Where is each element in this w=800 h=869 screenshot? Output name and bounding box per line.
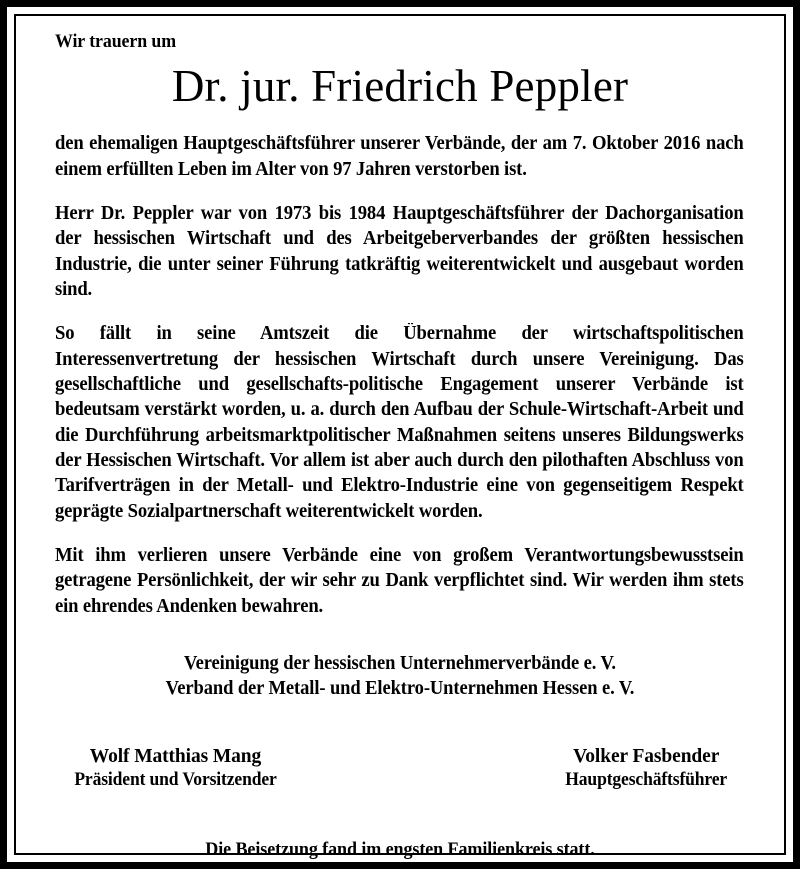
signatory-right-role: Hauptgeschäftsführer	[564, 769, 727, 790]
body-paragraph-4: Mit ihm verlieren unsere Verbände eine von großem Verantwortungsbewusstsein getragene Persönlichkeit, der wir sehr zu Dank verpflichtet sind. Wir werden ihm stets ein ehrendes Andenken bewahren.	[55, 545, 744, 617]
body-paragraph-1: den ehemaligen Hauptgeschäftsführer unserer Verbände, der am 7. Oktober 2016 nach einem erfüllten Leben im Alter von 97 Jahren verstorben ist.	[55, 133, 744, 180]
mourning-intro-line: Wir trauern um	[55, 31, 177, 52]
signatory-left	[69, 744, 282, 792]
organization-line-1: Vereinigung der hessischen Unternehmerverbände e. V.	[184, 653, 616, 675]
body-paragraph-3: So fällt in seine Amtszeit die Übernahme der wirtschaftspolitischen Interessenvertretung der hessischen Wirtschaft durch unsere Vereinigung. Das gesellschaftliche und gesellschafts-politische Engagement unserer Verbände ist bedeutsam verstärkt worden, u. a. durch den Aufbau der Schule-Wirtschaft-Arbeit und die Durchführung arbeitsmarktpolitischer Maßnahmen seitens unseres Bildungswerks der Hessischen Wirtschaft. Vor allem ist aber auch durch den pilothaften Abschluss von Tarifverträgen in der Metall- und Elektro-Industrie eine von gegenseitigem Respekt geprägte Sozialpartnerschaft weiterentwickelt worden.	[55, 323, 744, 522]
signing-organizations	[55, 651, 745, 702]
funeral-closing-note: Die Beisetzung fand im engsten Familienkreis statt.	[205, 838, 595, 860]
signatory-right	[561, 744, 731, 792]
body-paragraph-2: Herr Dr. Peppler war von 1973 bis 1984 Hauptgeschäftsführer der Dachorganisation der hessischen Wirtschaft und des Arbeitgeberverbandes der größten hessischen Industrie, die unter seiner Führung tatkräftig weiterentwickelt und ausgebaut worden sind.	[55, 202, 744, 300]
signatory-left-name: Wolf Matthias Mang	[89, 744, 262, 767]
signatory-left-role: Präsident und Vorsitzender	[74, 769, 277, 790]
notice-content	[55, 30, 745, 862]
organization-line-2: Verband der Metall- und Elektro-Unternehmen Hessen e. V.	[165, 678, 635, 700]
signature-block	[55, 744, 745, 792]
signatory-right-name: Volker Fasbender	[572, 744, 719, 767]
deceased-name: Dr. jur. Friedrich Peppler	[171, 60, 629, 111]
